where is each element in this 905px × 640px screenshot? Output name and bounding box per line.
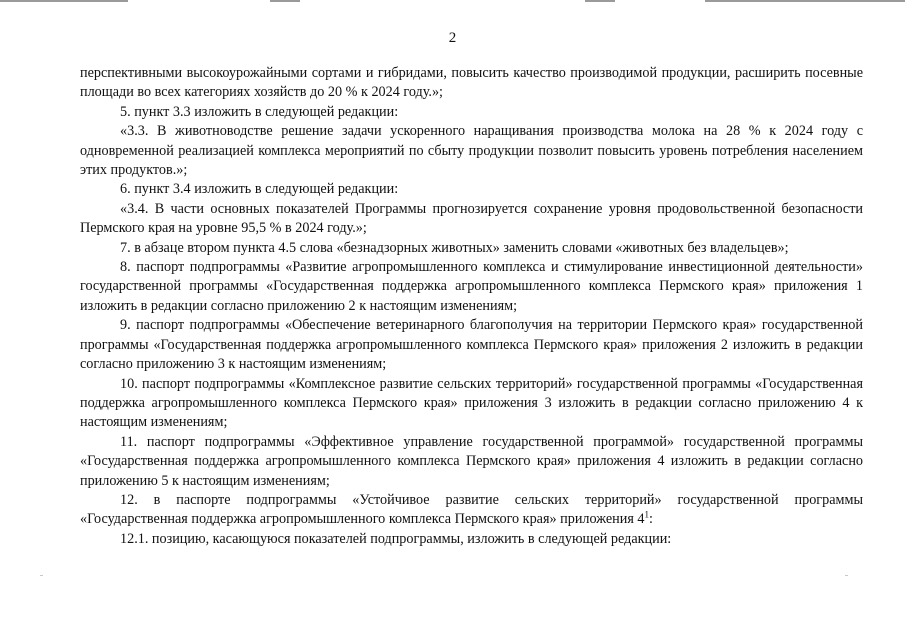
document-paragraph [80,239,863,258]
document-paragraph [80,122,863,180]
paragraph-text: 10. паспорт подпрограммы «Комплексное развитие сельских территорий» государственной программы «Государственная поддержка агропромышленного комплекса Пермского края» приложения 3 изложить в редакции согласно приложению 4 к настоящим изменениям; [80,375,863,431]
paragraph-text: «3.3. В животноводстве решение задачи ускоренного наращивания производства молока на 28 % к 2024 году с одновременной реализацией комплекса мероприятий по сбыту продукции позволит повысить уровень потребления населением этих продуктов.»; [80,123,863,179]
paragraph-text: 11. паспорт подпрограммы «Эффективное управление государственной программой» государственной программы «Государственная поддержка агропромышленного комплекса Пермского края» приложения 4 изложить в редакции согласно приложению 5 к настоящим изменениям; [80,433,863,489]
paragraph-text: 12. в паспорте подпрограммы «Устойчивое развитие сельских территорий» государственной программы «Государственная поддержка агропромышленного комплекса Пермского края» приложения 4 [80,491,863,528]
document-paragraph [80,375,863,433]
document-paragraph [80,103,863,122]
document-paragraph [80,433,863,491]
document-paragraph [80,316,863,374]
document-paragraph [80,180,863,199]
paragraph-text: 8. паспорт подпрограммы «Развитие агропромышленного комплекса и стимулирование инвестиционной деятельности» государственной программы «Государственная поддержка агропромышленного комплекса Пермского края» приложения 1 изложить в редакции согласно приложению 2 к настоящим изменениям; [80,259,863,314]
paragraph-text: 12.1. позицию, касающуюся показателей подпрограммы, изложить в следующей редакции: [120,530,672,547]
scan-top-edge-mid2 [585,0,615,2]
document-paragraph [80,64,863,103]
paragraph-suffix: : [649,511,653,528]
document-paragraph [80,491,863,530]
paragraph-text: 9. паспорт подпрограммы «Обеспечение ветеринарного благополучия на территории Пермского края» государственной программы «Государственная поддержка агропромышленного комплекса Пермского края» приложения 2 изложить в редакции согласно приложению 3 к настоящим изменениям; [80,317,863,373]
paragraph-text: 7. в абзаце втором пункта 4.5 слова «безнадзорных животных» заменить словами «животных без владельцев»; [120,239,789,256]
page-number: 2 [448,30,457,46]
scan-top-edge-left [0,0,128,2]
scan-speck [40,575,43,576]
paragraph-text: перспективными высокоурожайными сортами и гибридами, повысить качество производимой продукции, расширить посевные площади во всех категориях хозяйств до 20 % к 2024 году.»; [80,65,863,101]
scan-top-edge-mid [270,0,300,2]
scan-top-edge-right [705,0,905,2]
document-body [80,64,863,549]
paragraph-text: 6. пункт 3.4 изложить в следующей редакции: [120,181,399,198]
scan-speck [845,575,848,576]
paragraph-text: 5. пункт 3.3 изложить в следующей редакции: [120,103,399,120]
document-paragraph [80,530,863,549]
paragraph-text: «3.4. В части основных показателей Программы прогнозируется сохранение уровня продовольственной безопасности Пермского края на уровне 95,5 % в 2024 году.»; [80,200,863,237]
footnote-superscript: 1 [644,509,649,520]
document-paragraph [80,258,863,316]
document-paragraph [80,200,863,239]
